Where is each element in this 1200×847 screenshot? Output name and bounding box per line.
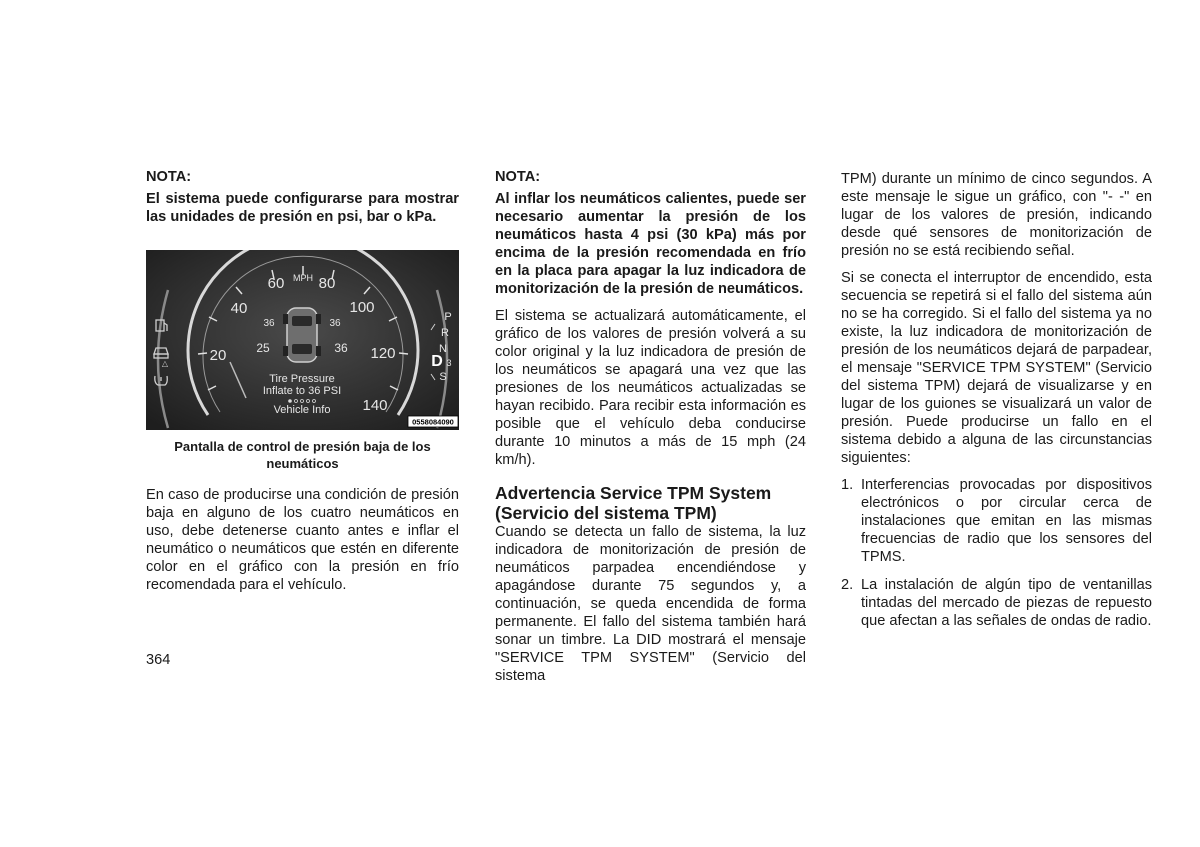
paragraph-continuation: TPM) durante un mínimo de cinco segundos. A este mensaje le sigue un gráfico, con "- -" en lugar de los valores de presión, indicando desde qué sensores de monitorización de presión no se está recibiendo señal. — [841, 171, 1152, 259]
column-left — [146, 168, 459, 603]
list-item — [841, 476, 1152, 566]
note-label: NOTA: — [495, 169, 541, 185]
vehicle-top-view-icon — [283, 308, 321, 362]
tire-pressure-rear-left: 25 — [256, 341, 270, 355]
gear-s: S — [439, 371, 447, 383]
tire-pressure-front-right: 36 — [329, 318, 341, 329]
paragraph-ignition: Si se conecta el interruptor de encendido, esta secuencia se repetirá si el fallo del sistema aún no se ha corregido. Si el fallo del sistema ya no existe, la luz indicadora de monitorización de presión de los neumáticos dejará de parpadear, el mensaje "SERVICE TPM SYSTEM" (Servicio del sistema TPM) dejará de visualizarse y en lugar de los guiones se visualizará un valor de presión. Puede producirse un fallo en el sistema debido a alguna de las circunstancias siguientes: — [841, 270, 1152, 466]
speed-label-140: 140 — [362, 397, 388, 414]
gear-d: D — [431, 353, 443, 370]
gear-p: P — [444, 311, 452, 323]
tire-pressure-rear-right: 36 — [334, 341, 348, 355]
instrument-cluster-illustration — [146, 250, 459, 430]
list-item-text: Interferencias provocadas por dispositivos electrónicos o por circular cerca de instalaciones que emitan en las mismas frecuencias de radio que los sensores del TPMS. — [861, 477, 1152, 565]
figure-code: 0558084090 — [412, 417, 454, 427]
column-middle — [495, 168, 806, 694]
list-item-number: 2. — [841, 577, 854, 593]
body-paragraph: En caso de producirse una condición de presión baja en alguno de los cuatro neumáticos en uso, debe detenerse cuanto antes e inflar el neumático o neumáticos que estén en diferente color en el gráfico con la presión en frío recomendada para el vehículo. — [146, 487, 459, 593]
figure-caption: Pantalla de control de presión baja de los neumáticos — [174, 439, 431, 471]
tire-pressure-front-left: 36 — [263, 318, 275, 329]
list-item — [841, 576, 1152, 630]
message-line-3: Vehicle Info — [273, 404, 331, 416]
note-label: NOTA: — [146, 169, 192, 185]
gear-n: N — [439, 343, 447, 355]
gear-r: R — [441, 327, 449, 339]
speed-label-60: 60 — [267, 275, 285, 292]
column-right — [841, 170, 1152, 640]
speed-label-20: 20 — [209, 347, 227, 364]
message-line-2: Inflate to 36 PSI — [262, 385, 342, 397]
causes-list — [841, 476, 1152, 630]
gear-d-sub: 3 — [446, 358, 452, 368]
note-text: El sistema puede configurarse para mostrar las unidades de presión en psi, bar o kPa. — [146, 191, 459, 225]
instrument-cluster-figure — [146, 250, 459, 430]
paragraph-update: El sistema se actualizará automáticamente, el gráfico de los valores de presión volverá a su color original y la luz indicadora de presión de los neumáticos se apagará una vez que las presiones de los neumáticos actualizadas se hayan recibido. Para recibir esta información es posible que el vehículo deba conducirse durante 10 minutos a más de 15 mph (24 km/h). — [495, 308, 806, 468]
note-text: Al inflar los neumáticos calientes, puede ser necesario aumentar la presión de los neumáticos hasta 4 psi (30 kPa) más por encima de la presión recomendada en frío en la placa para apagar la luz indicadora de monitorización de la presión de neumáticos. — [495, 191, 806, 297]
svg-text:△: △ — [161, 359, 169, 368]
section-heading: Advertencia Service TPM System (Servicio del sistema TPM) — [495, 483, 772, 523]
speed-label-120: 120 — [370, 345, 396, 362]
page-number: 364 — [146, 652, 171, 668]
message-line-1: Tire Pressure — [269, 373, 335, 385]
speed-unit: MPH — [293, 273, 313, 283]
speed-label-40: 40 — [230, 300, 248, 317]
paragraph-service-warning: Cuando se detecta un fallo de sistema, la luz indicadora de monitorización de presión de neumáticos parpadea encendiéndose y apagándose durante 75 segundos y, a continuación, se queda encendida de forma permanente. El fallo del sistema también hará sonar un timbre. La DID mostrará el mensaje "SERVICE TPM SYSTEM" (Servicio del sistema — [495, 524, 806, 684]
list-item-number: 1. — [841, 477, 854, 493]
speed-label-100: 100 — [349, 299, 375, 316]
list-item-text: La instalación de algún tipo de ventanillas tintadas del mercado de piezas de repuesto que afectan a las señales de ondas de radio. — [861, 577, 1152, 629]
speed-label-80: 80 — [318, 275, 336, 292]
